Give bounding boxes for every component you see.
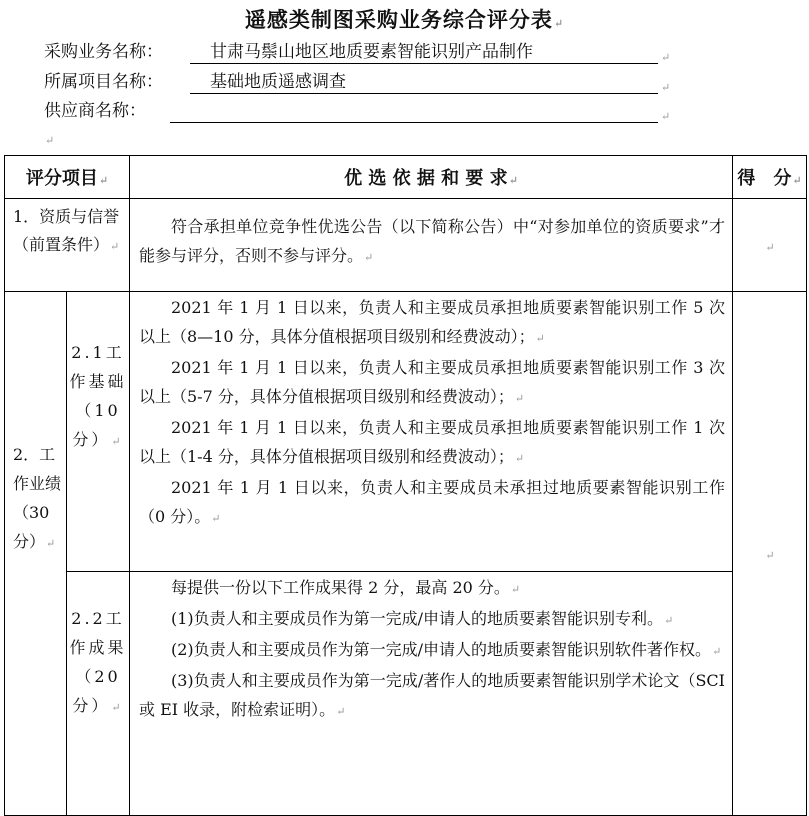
paragraph-mark-icon: ↵: [553, 17, 565, 30]
row1-requirement-cell: [130, 199, 733, 292]
supplier-name-label: 供应商名称：: [44, 101, 146, 121]
project-name-row: [44, 70, 684, 94]
paragraph-mark-icon: ↵: [765, 240, 775, 254]
paragraph-mark-icon: ↵: [364, 251, 374, 264]
supplier-name-row: [44, 99, 684, 123]
row2-sub1-requirement-cell: [130, 292, 733, 572]
row2-sub2-label-cell: [67, 572, 130, 816]
requirement-line: 2021 年 1 月 1 日以来，负责人和主要成员承担地质要素智能识别工作 1 次以上（1-4 分，具体分值根据项目级别和经费波动）；: [139, 418, 725, 466]
row1-label-cell: [5, 199, 130, 292]
paragraph-mark-icon: ↵: [211, 512, 221, 525]
business-name-field[interactable]: 甘肃马鬃山地区地质要素智能识别产品制作: [190, 40, 658, 64]
requirement-line: (1)负责人和主要成员作为第一完成/申请人的地质要素智能识别专利。: [171, 609, 664, 628]
row1-label: 1．资质与信誉（前置条件）: [13, 207, 120, 254]
paragraph-mark-icon: ↵: [792, 174, 802, 187]
project-name-field[interactable]: 基础地质遥感调查: [190, 70, 658, 94]
paragraph-mark-icon: ↵: [535, 332, 545, 345]
row2-sub1-label-cell: [67, 292, 130, 572]
table-row: [5, 199, 807, 292]
requirement-line: 2021 年 1 月 1 日以来，负责人和主要成员承担地质要素智能识别工作 3 次以上（5-7 分，具体分值根据项目级别和经费波动）；: [139, 358, 725, 406]
title-text: 遥感类制图采购业务综合评分表: [244, 7, 553, 32]
project-name-label: 所属项目名称：: [44, 72, 163, 92]
scoring-table: [4, 155, 807, 816]
document-title: [0, 4, 809, 34]
paragraph-mark-icon: ↵: [46, 537, 56, 550]
business-name-label: 采购业务名称：: [44, 42, 163, 62]
paragraph-mark-icon: ↵: [111, 701, 124, 714]
row2-label-cell: [5, 292, 67, 816]
header-score: [733, 156, 807, 199]
paragraph-mark-icon: ↵: [98, 174, 109, 187]
header-item: [5, 156, 130, 199]
paragraph-mark-icon: ↵: [514, 452, 525, 465]
supplier-name-field[interactable]: [170, 99, 658, 123]
requirement-line: 2021 年 1 月 1 日以来，负责人和主要成员承担地质要素智能识别工作 5 次以上（8—10 分，具体分值根据项目级别和经费波动）；: [139, 298, 725, 346]
table-header-row: [5, 156, 807, 199]
paragraph-mark-icon: ↵: [661, 110, 671, 123]
paragraph-mark-icon: ↵: [661, 81, 671, 94]
requirement-line: (2)负责人和主要成员作为第一完成/申请人的地质要素智能识别软件著作权。: [171, 640, 712, 659]
paragraph-mark-icon: ↵: [508, 174, 518, 187]
row2-sub2-label: 2.2工作成果（20分）: [69, 609, 127, 715]
header-item-text: 评分项目: [25, 168, 98, 189]
paragraph-mark-icon: ↵: [661, 51, 671, 64]
paragraph-mark-icon: ↵: [765, 549, 775, 562]
table-row: [5, 292, 807, 572]
header-basis-text: 优 选 依 据 和 要 求: [344, 168, 508, 189]
row2-label: 2．工作业绩（30分）: [13, 445, 62, 551]
row1-score-cell[interactable]: [733, 199, 807, 292]
row1-requirement-text: 符合承担单位竞争性优选公告（以下简称公告）中“对参加单位的资质要求”才能参与评分，否则不参与评分。: [139, 217, 725, 265]
business-name-row: [44, 40, 684, 64]
paragraph-mark-icon: ↵: [664, 614, 674, 627]
row2-sub2-requirement-cell: [130, 572, 733, 816]
requirement-line: 2021 年 1 月 1 日以来，负责人和主要成员未承担过地质要素智能识别工作（0 分）。: [139, 478, 725, 526]
row2-sub1-label: 2.1工作基础（10分）: [69, 343, 127, 449]
paragraph-mark-icon: ↵: [110, 240, 120, 253]
paragraph-mark-icon: ↵: [111, 435, 124, 448]
header-score-text: 得 分: [737, 168, 792, 189]
requirement-line: 每提供一份以下工作成果得 2 分，最高 20 分。: [171, 578, 510, 597]
paragraph-mark-icon: ↵: [45, 134, 55, 147]
table-row: [5, 572, 807, 816]
paragraph-mark-icon: ↵: [336, 705, 346, 718]
paragraph-mark-icon: ↵: [510, 583, 521, 596]
requirement-line: (3)负责人和主要成员作为第一完成/著作人的地质要素智能识别学术论文（SCI 或 EI 收录，附检索证明）。: [139, 671, 725, 719]
paragraph-mark-icon: ↵: [712, 645, 722, 658]
paragraph-mark-icon: ↵: [514, 392, 525, 405]
header-basis: [130, 156, 733, 199]
row2-score-cell[interactable]: [733, 292, 807, 816]
